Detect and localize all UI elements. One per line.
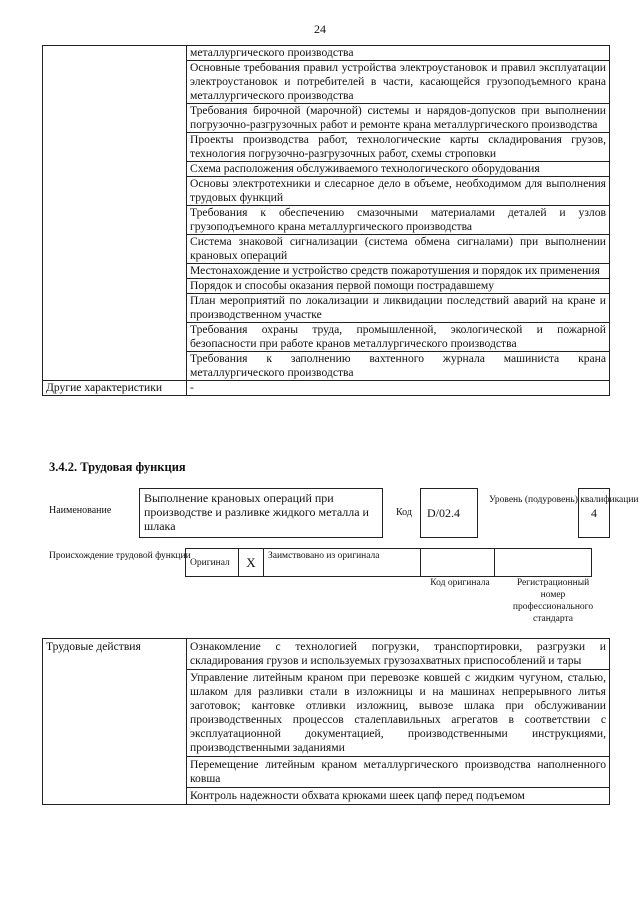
qualification-level-value: 4 (578, 488, 610, 538)
knowledge-item: Местонахождение и устройство средств пожаротушения и порядок их применения (187, 264, 610, 279)
name-label: Наименование (49, 505, 112, 516)
labor-actions-table (42, 638, 610, 805)
labor-action-item: Контроль надежности обхвата крюками шеек цапф перед подъемом (187, 788, 610, 805)
borrowed-label: Заимствовано из оригинала (264, 549, 421, 577)
other-characteristics-label: Другие характеристики (43, 381, 187, 396)
knowledge-item: Основы электротехники и слесарное дело в объеме, необходимом для выполнения трудовых функций (187, 177, 610, 206)
labor-action-item: Управление литейным краном при перевозке ковшей с жидким чугуном, сталью, шлаком для разливки стали в изложницы и на машинах непрерывного литья заготовок; кантовке отливки изложниц, вывозе шлака при обслуживании производственных процессов сталеплавильных агрегатов в соответствии с эксплуатационной документацией, производственными инструкциями, производственными заданиями (187, 670, 610, 757)
original-code-cell (421, 549, 495, 577)
knowledge-item: План мероприятий по локализации и ликвидации последствий аварий на кране и производственном участке (187, 294, 610, 323)
qualification-level-label: Уровень (подуровень) квалификации (489, 495, 639, 505)
knowledge-item: Требования к обеспечению смазочными материалами деталей и узлов грузоподъемного крана металлургического производства (187, 206, 610, 235)
origin-label: Происхождение трудовой функции (49, 551, 191, 561)
knowledge-item: Требования бирочной (марочной) системы и нарядов-допусков при выполнении погрузочно-разгрузочных работ и ремонте крана металлургического производства (187, 104, 610, 133)
other-characteristics-value: - (187, 381, 610, 396)
origin-table (185, 548, 592, 577)
registration-number-caption: Регистрационный номер профессионального стандарта (512, 578, 594, 624)
knowledge-table (42, 45, 610, 396)
knowledge-item: Схема расположения обслуживаемого технологического оборудования (187, 162, 610, 177)
table-row (43, 381, 610, 396)
function-name: Выполнение крановых операций при производстве и разливке жидкого металла и шлака (139, 488, 383, 538)
knowledge-item: Проекты производства работ, технологические карты складирования грузов, технология погрузочно-разгрузочных работ, схемы строповки (187, 133, 610, 162)
code-label: Код (396, 507, 412, 518)
knowledge-item: Требования к заполнению вахтенного журнала машиниста крана металлургического производства (187, 352, 610, 381)
original-code-caption: Код оригинала (430, 578, 490, 588)
table-row (43, 639, 610, 670)
knowledge-item: металлургического производства (187, 46, 610, 61)
original-label: Оригинал (186, 549, 239, 577)
knowledge-item: Система знаковой сигнализации (система обмена сигналами) при выполнении крановых операций (187, 235, 610, 264)
labor-action-item: Перемещение литейным краном металлургического производства наполненного ковша (187, 757, 610, 788)
labor-action-item: Ознакомление с технологией погрузки, транспортировки, разгрузки и складирования грузов и используемых грузозахватных приспособлений и тары (187, 639, 610, 670)
table-row (186, 549, 592, 577)
knowledge-label-cell (43, 46, 187, 381)
page-number: 24 (314, 22, 326, 36)
knowledge-item: Порядок и способы оказания первой помощи пострадавшему (187, 279, 610, 294)
original-mark: X (239, 549, 264, 577)
table-row (43, 46, 610, 61)
section-heading: 3.4.2. Трудовая функция (49, 460, 186, 474)
function-code: D/02.4 (420, 488, 478, 538)
knowledge-item: Требования охраны труда, промышленной, экологической и пожарной безопасности при работе кранов металлургического производства (187, 323, 610, 352)
registration-number-cell (495, 549, 592, 577)
knowledge-item: Основные требования правил устройства электроустановок и правил эксплуатации электроустановок и потребителей в части, касающейся грузоподъемного крана металлургического производства (187, 61, 610, 104)
labor-actions-label: Трудовые действия (43, 639, 187, 805)
